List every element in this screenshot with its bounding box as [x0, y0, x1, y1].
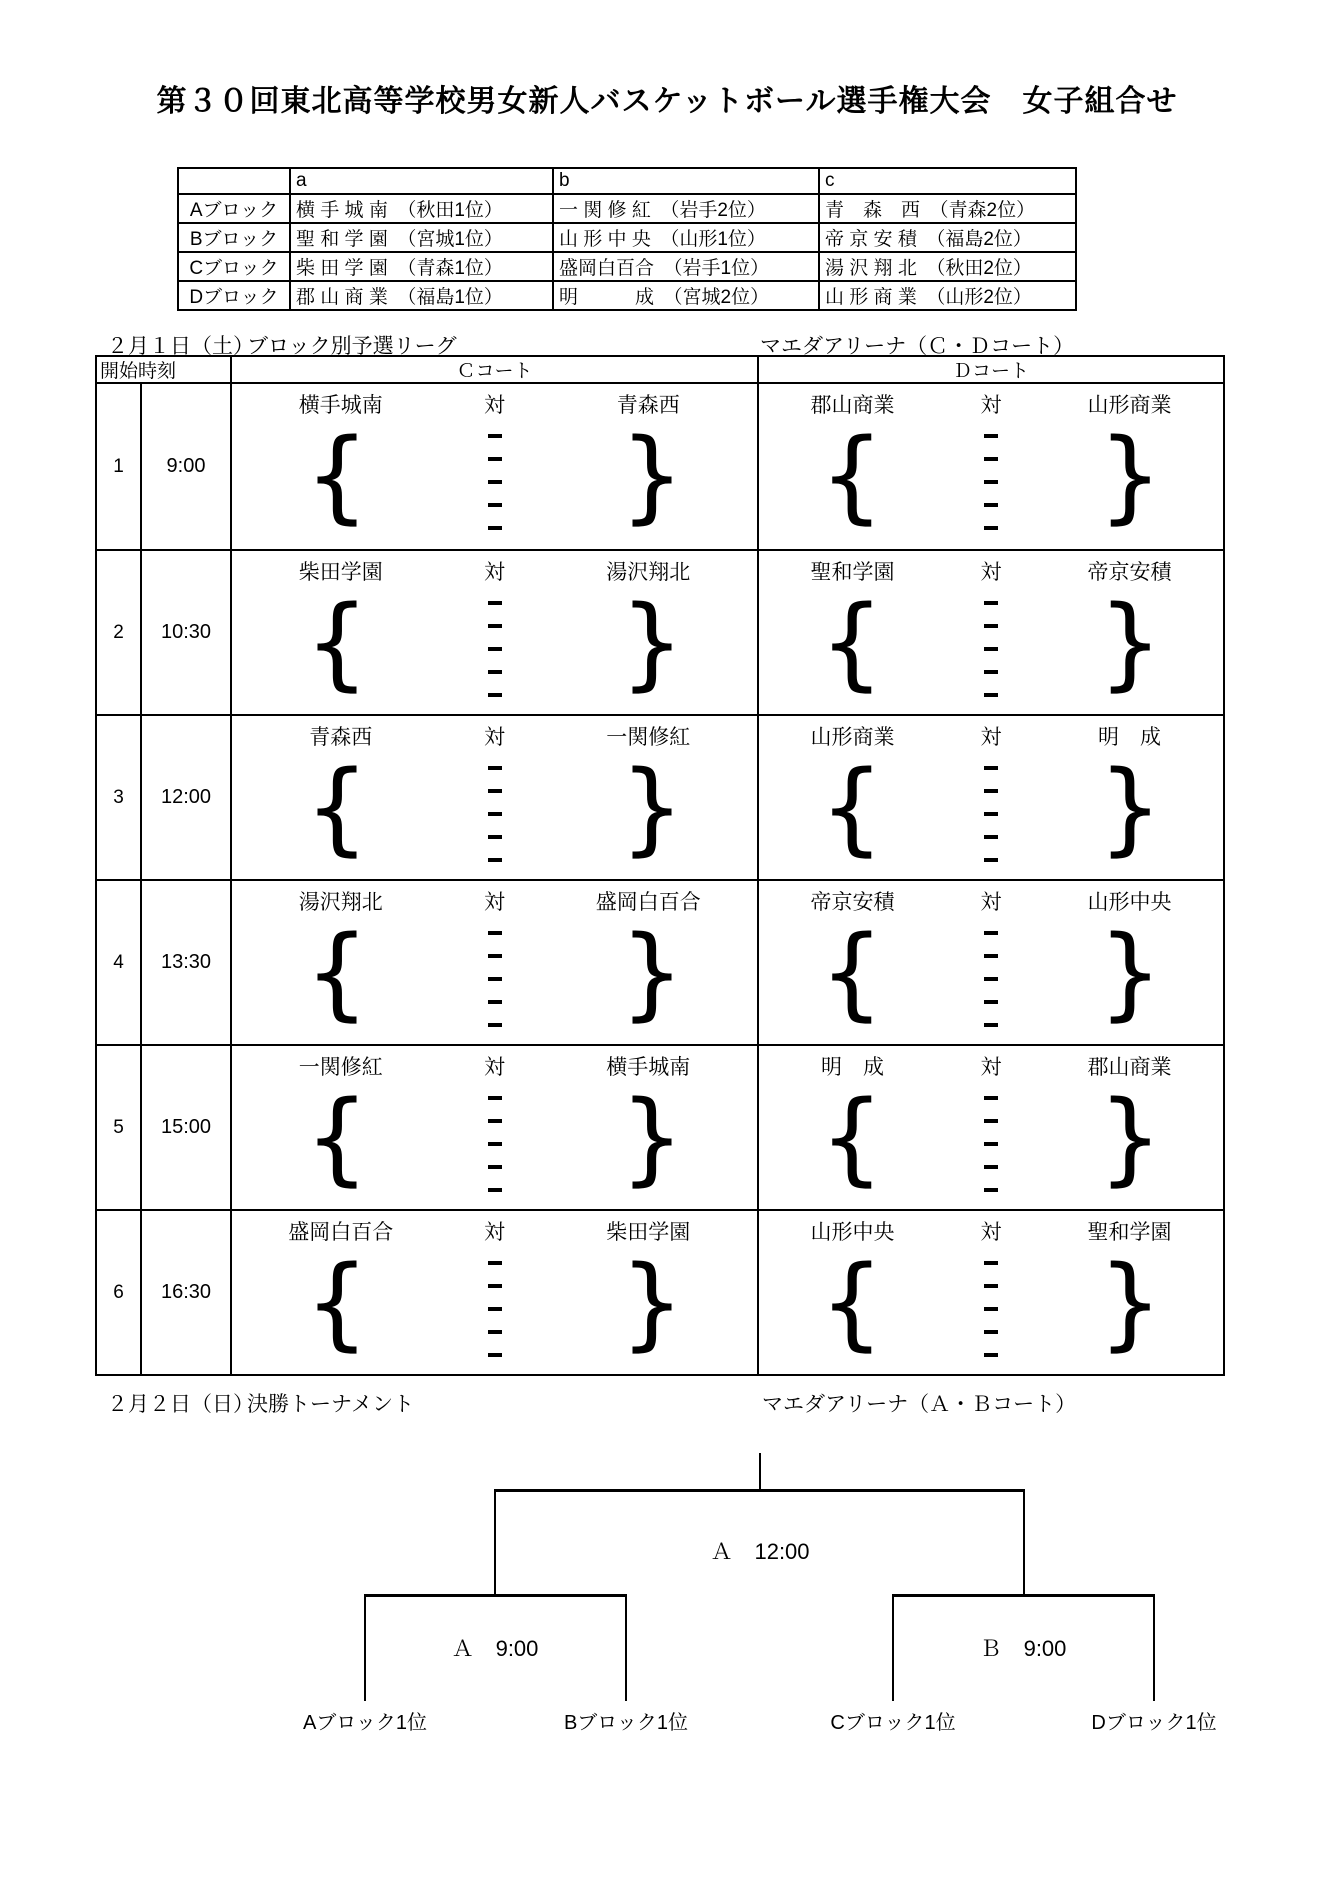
vs-label: 対 [980, 891, 1002, 914]
col-header-b: b [553, 168, 819, 194]
block-row [178, 252, 1076, 281]
schedule-header-row [97, 357, 1223, 384]
team-right: 明 成 [1098, 726, 1161, 749]
game-number: 1 [97, 384, 142, 549]
court-d-match [759, 716, 1223, 879]
game-number: 4 [97, 881, 142, 1044]
vs-label: 対 [484, 891, 505, 914]
bracket-slot: Dブロック1位 [1091, 1712, 1217, 1734]
score-dashes [488, 766, 502, 881]
score-dashes [488, 434, 502, 549]
team-left: 一関修紅 [298, 1056, 383, 1079]
court-d-match [759, 881, 1223, 1044]
bracket-slot: Aブロック1位 [302, 1712, 428, 1734]
score-dashes [488, 931, 502, 1046]
right-brace: } [1098, 416, 1163, 534]
game-time: 9:00 [142, 384, 232, 549]
bracket-line [892, 1594, 1155, 1597]
team-cell: 郡 山 商 業 （福島1位） [290, 281, 553, 310]
right-brace: } [619, 913, 685, 1031]
col-header-c: c [819, 168, 1076, 194]
team-left: 柴田学園 [298, 561, 383, 584]
team-right: 郡山商業 [1087, 1056, 1172, 1079]
vs-label: 対 [484, 1221, 505, 1244]
court-c-match [232, 881, 759, 1044]
schedule-row [97, 384, 1223, 549]
game-number: 2 [97, 551, 142, 714]
team-cell: 横 手 城 南 （秋田1位） [290, 194, 553, 223]
right-brace: } [1098, 748, 1163, 866]
finals-date: ２月２日（日） [107, 1393, 254, 1416]
team-left: 山形商業 [810, 726, 895, 749]
block-row [178, 281, 1076, 310]
game-time: 12:00 [142, 716, 232, 879]
court-c-match [232, 1046, 759, 1209]
left-brace: { [304, 913, 370, 1031]
game-time: 10:30 [142, 551, 232, 714]
team-right: 柴田学園 [606, 1221, 691, 1244]
court-d-match [759, 551, 1223, 714]
vs-label: 対 [980, 561, 1002, 584]
vs-label: 対 [980, 1056, 1002, 1079]
court-c-match [232, 1211, 759, 1374]
block-label: Aブロック [178, 194, 290, 223]
team-right: 山形商業 [1087, 394, 1172, 417]
team-cell: 湯 沢 翔 北 （秋田2位） [819, 252, 1076, 281]
team-cell: 帝 京 安 積 （福島2位） [819, 223, 1076, 252]
team-left: 帝京安積 [810, 891, 895, 914]
team-right: 青森西 [616, 394, 680, 417]
court-c-match [232, 716, 759, 879]
start-time-header: 開始時刻 [97, 357, 232, 382]
game-time: 15:00 [142, 1046, 232, 1209]
team-left: 郡山商業 [810, 394, 895, 417]
schedule-row [97, 1209, 1223, 1374]
score-dashes [984, 1096, 998, 1211]
bracket-line [494, 1489, 1025, 1492]
score-dashes [984, 766, 998, 881]
preliminary-title: ブロック別予選リーグ [247, 335, 457, 358]
left-brace: { [304, 1078, 370, 1196]
game-time: 13:30 [142, 881, 232, 1044]
left-brace: { [819, 1078, 884, 1196]
col-header-a: a [290, 168, 553, 194]
court-d-match [759, 1211, 1223, 1374]
block-label: Dブロック [178, 281, 290, 310]
court-d-match [759, 1046, 1223, 1209]
team-left: 青森西 [309, 726, 373, 749]
team-left: 明 成 [821, 1056, 884, 1079]
team-cell: 青 森 西 （青森2位） [819, 194, 1076, 223]
team-cell: 柴 田 学 園 （青森1位） [290, 252, 553, 281]
schedule-row [97, 549, 1223, 714]
team-cell: 聖 和 学 園 （宮城1位） [290, 223, 553, 252]
finals-header-line [107, 1388, 1227, 1416]
left-brace: { [304, 583, 370, 701]
left-brace: { [819, 913, 884, 1031]
vs-label: 対 [484, 561, 505, 584]
bracket-slot: Bブロック1位 [563, 1712, 689, 1734]
score-dashes [984, 434, 998, 549]
vs-label: 対 [484, 394, 505, 417]
score-dashes [984, 1261, 998, 1376]
team-cell: 明 成 （宮城2位） [553, 281, 819, 310]
finals-title: 決勝トーナメント [247, 1393, 415, 1416]
court-c-match [232, 384, 759, 549]
bracket-line [1023, 1489, 1025, 1596]
team-cell: 一 関 修 紅 （岩手2位） [553, 194, 819, 223]
finals-venue: マエダアリーナ（Ａ・Ｂコート） [762, 1393, 1077, 1416]
court-d-match [759, 384, 1223, 549]
court-d-header: Ｄコート [952, 361, 1029, 382]
vs-label: 対 [980, 726, 1002, 749]
team-left: 湯沢翔北 [298, 891, 383, 914]
right-brace: } [1098, 583, 1163, 701]
schedule-row [97, 879, 1223, 1044]
right-brace: } [619, 748, 685, 866]
preliminary-venue: マエダアリーナ（Ｃ・Ｄコート） [760, 335, 1075, 358]
schedule-table [95, 355, 1225, 1376]
block-label: Bブロック [178, 223, 290, 252]
bracket-line [364, 1594, 627, 1597]
score-dashes [488, 1261, 502, 1376]
page-title: 第３０回東北高等学校男女新人バスケットボール選手権大会 女子組合せ [156, 85, 1178, 118]
team-left: 山形中央 [810, 1221, 895, 1244]
team-right: 帝京安積 [1087, 561, 1172, 584]
vs-label: 対 [484, 1056, 505, 1079]
team-left: 盛岡白百合 [288, 1221, 394, 1244]
block-assignment-table [177, 167, 1077, 311]
team-right: 聖和学園 [1087, 1221, 1172, 1244]
bracket-slot: Cブロック1位 [830, 1712, 956, 1734]
score-dashes [984, 601, 998, 716]
schedule-row [97, 714, 1223, 879]
game-number: 5 [97, 1046, 142, 1209]
left-brace: { [819, 1243, 884, 1361]
team-left: 横手城南 [298, 394, 383, 417]
left-brace: { [819, 748, 884, 866]
team-cell: 山 形 商 業 （山形2位） [819, 281, 1076, 310]
team-right: 湯沢翔北 [606, 561, 691, 584]
score-dashes [488, 1096, 502, 1211]
team-right: 山形中央 [1087, 891, 1172, 914]
court-c-match [232, 551, 759, 714]
right-brace: } [1098, 1243, 1163, 1361]
right-brace: } [1098, 1078, 1163, 1196]
right-brace: } [619, 416, 685, 534]
team-right: 横手城南 [606, 1056, 691, 1079]
game-number: 3 [97, 716, 142, 879]
right-brace: } [619, 583, 685, 701]
vs-label: 対 [980, 1221, 1002, 1244]
final-game-label: Ａ 12:00 [710, 1539, 810, 1564]
vs-label: 対 [980, 394, 1002, 417]
left-brace: { [304, 1243, 370, 1361]
right-brace: } [1098, 913, 1163, 1031]
team-cell: 盛岡白百合 （岩手1位） [553, 252, 819, 281]
score-dashes [488, 601, 502, 716]
team-left: 聖和学園 [810, 561, 895, 584]
court-c-header: Ｃコート [232, 357, 759, 382]
left-brace: { [819, 416, 884, 534]
score-dashes [984, 931, 998, 1046]
left-brace: { [304, 416, 370, 534]
team-right: 一関修紅 [606, 726, 691, 749]
bracket-line [759, 1453, 761, 1490]
team-cell: 山 形 中 央 （山形1位） [553, 223, 819, 252]
game-time: 16:30 [142, 1211, 232, 1374]
semifinal-right-label: Ｂ 9:00 [979, 1636, 1067, 1661]
block-label: Cブロック [178, 252, 290, 281]
vs-label: 対 [484, 726, 505, 749]
corner-cell [178, 168, 290, 194]
bracket-line [494, 1489, 496, 1596]
semifinal-left-label: Ａ 9:00 [451, 1636, 539, 1661]
team-right: 盛岡白百合 [595, 891, 701, 914]
schedule-row [97, 1044, 1223, 1209]
preliminary-header-line [107, 330, 1227, 358]
block-row [178, 194, 1076, 223]
left-brace: { [304, 748, 370, 866]
right-brace: } [619, 1243, 685, 1361]
preliminary-date: ２月１日（土） [107, 335, 254, 358]
right-brace: } [619, 1078, 685, 1196]
block-row [178, 223, 1076, 252]
game-number: 6 [97, 1211, 142, 1374]
left-brace: { [819, 583, 884, 701]
